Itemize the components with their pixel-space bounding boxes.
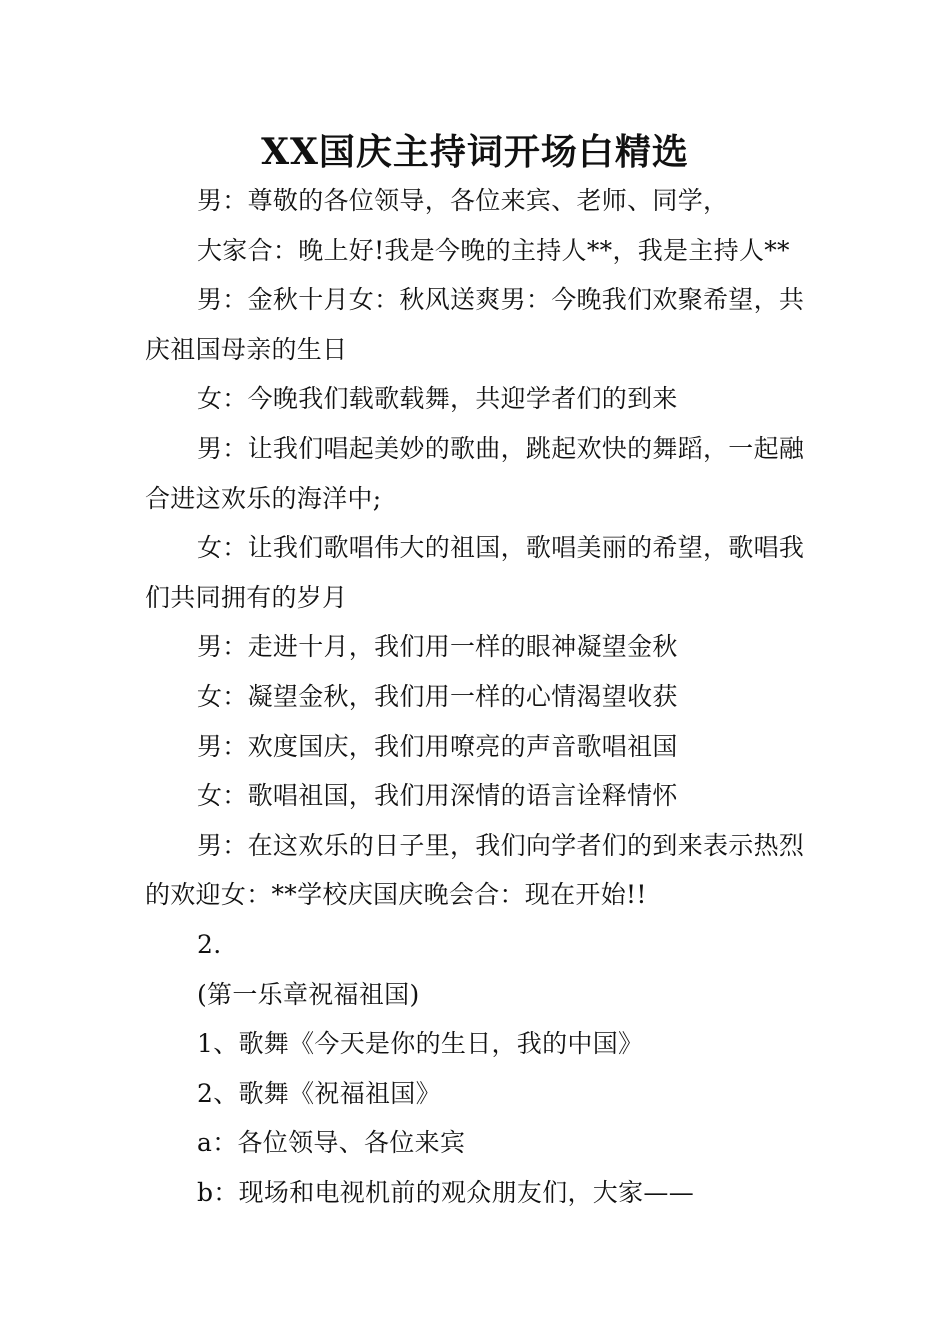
paragraph: 1、歌舞《今天是你的生日，我的中国》	[197, 1029, 644, 1059]
paragraph: 女：让我们歌唱伟大的祖国，歌唱美丽的希望，歌唱我们共同拥有的岁月	[145, 533, 805, 612]
paragraph: 男：让我们唱起美妙的歌曲，跳起欢快的舞蹈，一起融合进这欢乐的海洋中;	[145, 433, 805, 513]
paragraph: (第一乐章祝福祖国)	[197, 979, 420, 1009]
paragraph: 大家合：晚上好!我是今晚的主持人**，我是主持人**	[197, 235, 790, 265]
paragraph: 男：欢度国庆，我们用嘹亮的声音歌唱祖国	[197, 731, 678, 761]
paragraph: 男：尊敬的各位领导，各位来宾、老师、同学，	[197, 186, 729, 215]
paragraph: 女：凝望金秋，我们用一样的心情渴望收获	[197, 681, 678, 711]
paragraph: 2.	[197, 929, 222, 959]
document-title: XX国庆主持词开场白精选	[261, 131, 689, 173]
paragraph: a：各位领导、各位来宾	[197, 1128, 466, 1158]
paragraph: 2、歌舞《祝福祖国》	[197, 1078, 441, 1108]
paragraph: 男：在这欢乐的日子里，我们向学者们的到来表示热烈的欢迎女：**学校庆国庆晚会合：现在开始!!	[145, 830, 805, 910]
document-body	[145, 176, 807, 1217]
paragraph: 女：今晚我们载歌载舞，共迎学者们的到来	[197, 384, 678, 414]
paragraph: b：现场和电视机前的观众朋友们，大家——	[197, 1177, 695, 1207]
paragraph: 男：走进十月，我们用一样的眼神凝望金秋	[197, 632, 678, 662]
paragraph: 女：歌唱祖国，我们用深情的语言诠释情怀	[197, 781, 678, 811]
paragraph: 男：金秋十月女：秋风送爽男：今晚我们欢聚希望，共庆祖国母亲的生日	[145, 285, 805, 364]
